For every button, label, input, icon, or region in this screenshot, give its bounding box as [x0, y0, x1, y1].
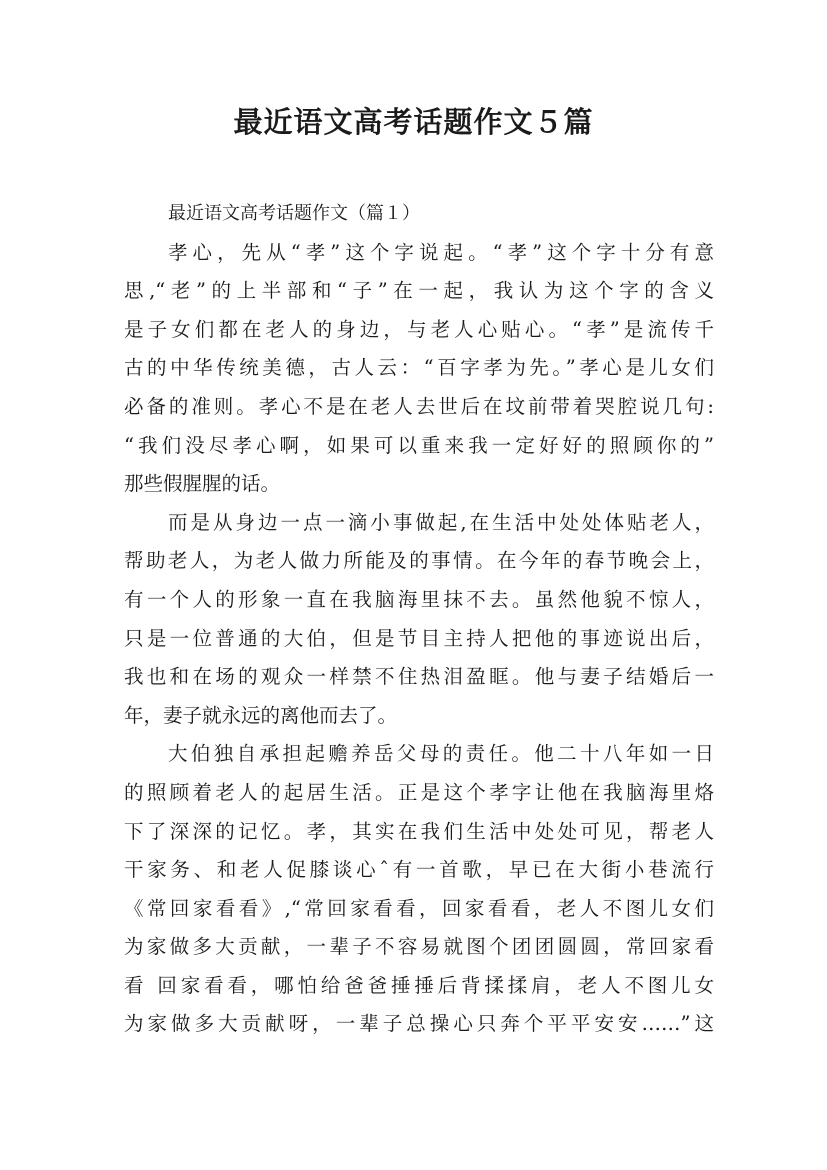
- text-line: 的照顾着老人的起居生活。正是这个孝字让他在我脑海里烙: [124, 780, 714, 804]
- text-line: 下了深深的记忆。孝，其实在我们生活中处处可见，帮老人: [124, 819, 714, 843]
- text-line: 思,“老”的上半部和“子”在一起，我认为这个字的含义: [124, 279, 714, 303]
- text-line: 年，妻子就永远的离他而去了。: [124, 703, 398, 727]
- document-title: 最近语文高考话题作文５篇: [233, 105, 594, 139]
- text-line: 是子女们都在老人的身边，与老人心贴心。“孝”是流传千: [124, 317, 714, 341]
- text-line: 只是一位普通的大伯，但是节目主持人把他的事迹说出后，: [124, 626, 714, 650]
- paragraph: [124, 234, 714, 504]
- paragraph: [124, 735, 714, 1044]
- text-line: 而是从身边一点一滴小事做起,在生活中处处体贴老人，: [168, 510, 714, 534]
- text-line: 那些假腥腥的话。: [124, 472, 281, 496]
- section-heading: 最近语文高考话题作文（篇１）: [168, 203, 420, 224]
- text-line: 干家务、和老人促膝谈心ˆ有一首歌，早已在大街小巷流行: [124, 858, 714, 882]
- text-line: 为家做多大贡献，一辈子不容易就图个团团圆圆，常回家看: [124, 935, 714, 959]
- text-line: 为家做多大贡献呀，一辈子总操心只奔个平平安安……”这: [124, 1012, 714, 1036]
- text-line: 有一个人的形象一直在我脑海里抹不去。虽然他貌不惊人，: [124, 587, 714, 611]
- text-line: 孝心，先从“孝”这个字说起。“孝”这个字十分有意: [168, 240, 714, 264]
- text-line: 帮助老人，为老人做力所能及的事情。在今年的春节晚会上，: [124, 549, 714, 573]
- text-line: 大伯独自承担起赡养岳父母的责任。他二十八年如一日: [168, 742, 714, 766]
- text-line: “我们没尽孝心啊，如果可以重来我一定好好的照顾你的”: [124, 433, 714, 457]
- text-line: 看 回家看看，哪怕给爸爸捶捶后背揉揉肩，老人不图儿女: [124, 973, 714, 997]
- text-line: 《常回家看看》,“常回家看看，回家看看，老人不图儿女们: [124, 896, 714, 920]
- text-line: 古的中华传统美德，古人云：“百字孝为先。”孝心是儿女们: [124, 356, 714, 380]
- paragraph: [124, 504, 714, 736]
- document-body: [124, 195, 714, 1044]
- text-line: 必备的准则。孝心不是在老人去世后在坟前带着哭腔说几句:: [124, 394, 714, 418]
- text-line: 我也和在场的观众一样禁不住热泪盈眶。他与妻子结婚后一: [124, 665, 714, 689]
